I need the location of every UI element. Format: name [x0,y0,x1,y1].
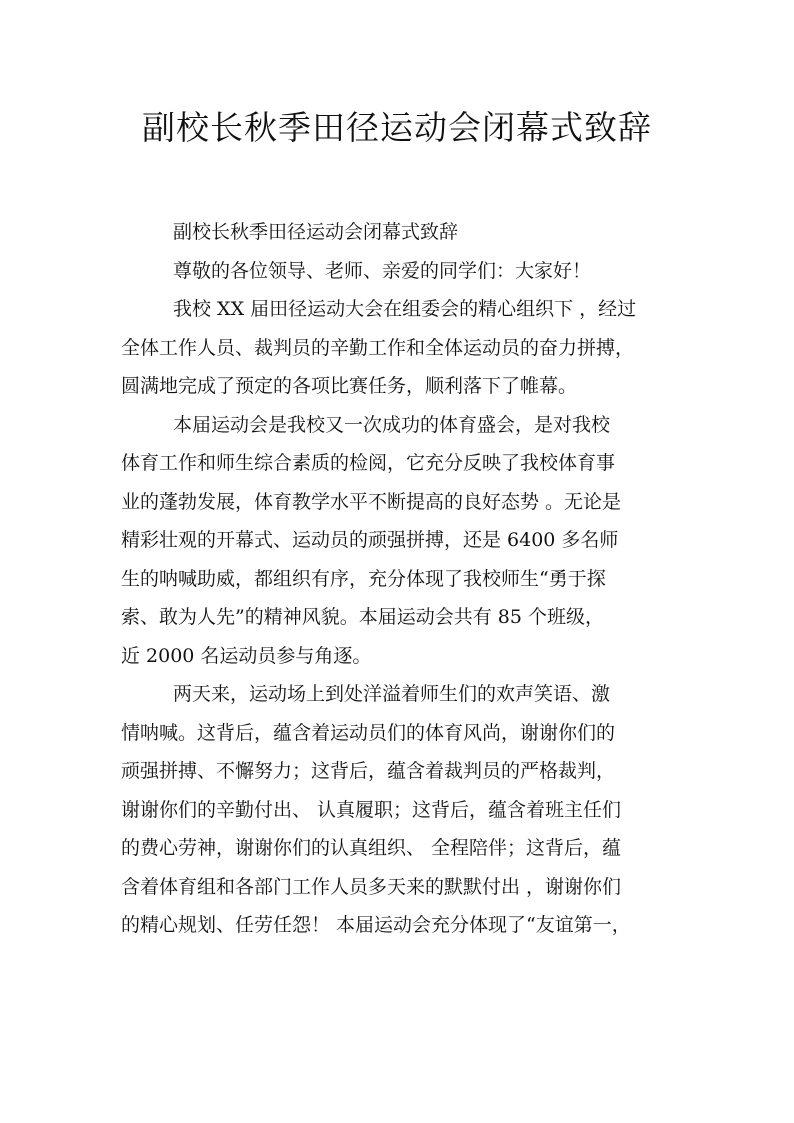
paragraph-greeting [121,252,681,291]
paragraph-subtitle [121,213,681,252]
paragraph-line: 业的蓬勃发展，体育教学水平不断提高的良好态势 。无论是 [121,490,622,513]
paragraph-thanks [121,675,681,945]
paragraph-line: 情呐喊。这背后，蕴含着运动员们的体育风尚，谢谢你们的 [121,721,616,744]
document-title: 副校长秋季田径运动会闭幕式致辞 [142,108,652,147]
paragraph-line: 两天来，运动场上到处洋溢着师生们的欢声笑语、激 [173,683,611,705]
paragraph-line: 尊敬的各位领导、老师、亲爱的同学们：大家好！ [173,259,592,282]
paragraph-opening [121,290,681,406]
paragraph-line: 的费心劳神，谢谢你们的认真组织、 全程陪伴；这背后，蕴 [121,837,622,859]
paragraph-line: 近 2000 名运动员参与角逐。 [121,644,372,667]
document-body [121,213,681,945]
paragraph-line: 本届运动会是我校又一次成功的体育盛会，是对我校 [173,413,611,436]
paragraph-line: 体育工作和师生综合素质的检阅，它充分反映了我校体育事 [121,452,616,474]
paragraph-line: 的精心规划、任劳任怨！ 本届运动会充分体现了“友谊第一， [121,914,631,936]
paragraph-line: 圆满地完成了预定的各项比赛任务，顺利落下了帷幕。 [121,375,578,397]
paragraph-summary [121,406,681,676]
paragraph-line: 副校长秋季田径运动会闭幕式致辞 [173,221,459,243]
paragraph-line: 我校 XX 届田径运动大会在组委会的精心组织下 ，经过 [173,298,637,320]
paragraph-line: 谢谢你们的辛勤付出、 认真履职；这背后，蕴含着班主任们 [121,798,622,821]
paragraph-line: 全体工作人员、裁判员的辛勤工作和全体运动员的奋力拼搏， [121,336,635,359]
paragraph-line: 索、敢为人先”的精神风貌。本届运动会共有 85 个班级， [121,606,604,628]
paragraph-line: 含着体育组和各部门工作人员多天来的默默付出 ，谢谢你们 [121,875,622,898]
paragraph-line: 生的呐喊助威，都组织有序，充分体现了我校师生“勇于探 [121,567,606,590]
paragraph-line: 顽强拼搏、不懈努力；这背后，蕴含着裁判员的严格裁判， [121,760,616,782]
paragraph-line: 精彩壮观的开幕式、运动员的顽强拼搏，还是 6400 多名师 [121,529,619,551]
